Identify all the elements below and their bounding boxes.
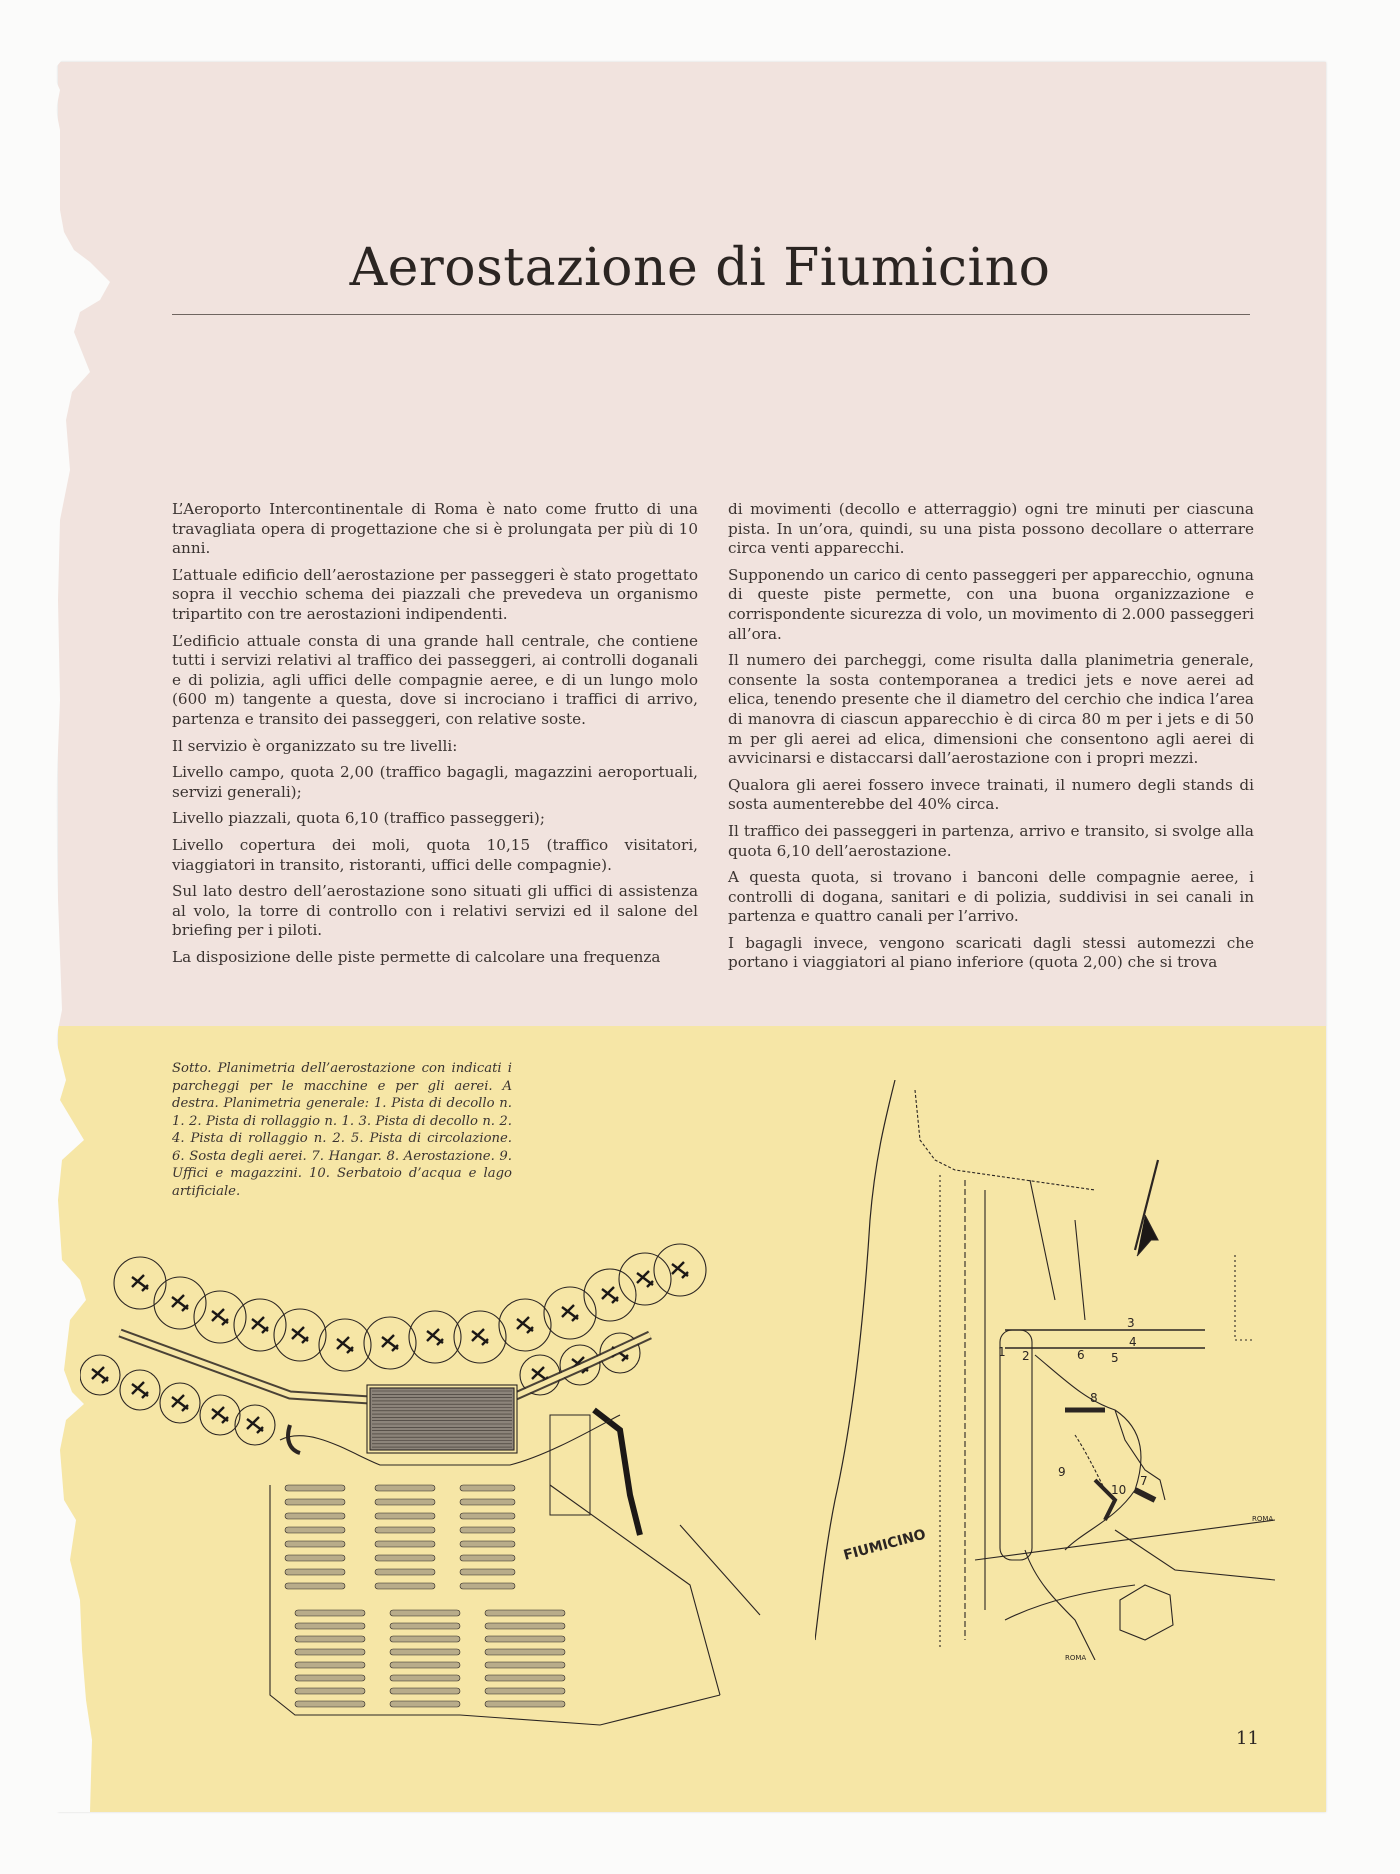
paragraph: di movimenti (decollo e atterraggio) ogni tre minuti per ciascuna pista. In un’ora, quindi, su una pista possono decollare o atterrare circa venti apparecchi. [728, 500, 1254, 558]
parking-row [485, 1623, 565, 1629]
parking-row [460, 1583, 515, 1589]
map-label-2: 2 [1022, 1349, 1030, 1363]
parking-row [460, 1513, 515, 1519]
airplane-icon [517, 1317, 533, 1333]
parking-row [485, 1662, 565, 1668]
parking-row [295, 1662, 365, 1668]
parking-row [390, 1610, 460, 1616]
airplane-icon [382, 1335, 398, 1351]
parking-row [375, 1555, 435, 1561]
parking-row [375, 1527, 435, 1533]
parking-row [285, 1499, 345, 1505]
terminal-site-plan [80, 1225, 800, 1745]
airplane-icon [672, 1262, 688, 1278]
parking-row [390, 1701, 460, 1707]
parking-row [285, 1583, 345, 1589]
airplane-icon [252, 1317, 268, 1333]
airplane-icon [427, 1329, 443, 1345]
paragraph: Livello piazzali, quota 6,10 (traffico passeggeri); [172, 809, 545, 828]
parking-row [485, 1649, 565, 1655]
general-site-map [815, 1080, 1275, 1660]
map-label-5: 5 [1111, 1351, 1119, 1365]
airplane-icon [247, 1417, 263, 1433]
airplane-icon [172, 1295, 188, 1311]
parking-row [485, 1610, 565, 1616]
paragraph: Il numero dei parcheggi, come risulta dalla planimetria generale, consente la sosta contemporanea a tredici jets e nove aerei ad elica, tenendo presente che il diametro del cerchio che indica l’area di manovra di ciascun apparecchio è di circa 80 m per i jets e di 50 m per gli aerei ad elica, dimensioni che consentono agli aerei di avvicinarsi e distaccarsi dall’aerostazione con i propri mezzi. [728, 651, 1254, 768]
parking-row [460, 1541, 515, 1547]
text-column-left [172, 500, 698, 974]
airplane-icon [472, 1329, 488, 1345]
parking-row [485, 1701, 565, 1707]
map-label-fiumicino: FIUMICINO [841, 1526, 928, 1564]
paragraph: A questa quota, si trovano i banconi delle compagnie aeree, i controlli di dogana, sanitari e di polizia, suddivisi in sei canali in partenza e quattro canali per l’arrivo. [728, 868, 1254, 926]
airplane-icon [602, 1287, 618, 1303]
airplane-icon [562, 1305, 578, 1321]
parking-row [285, 1527, 345, 1533]
map-label-4: 4 [1129, 1335, 1137, 1349]
parking-row [295, 1688, 365, 1694]
map-label-8: 8 [1090, 1391, 1098, 1405]
parking-row [285, 1569, 345, 1575]
parking-row [375, 1499, 435, 1505]
car-parking-rows [285, 1485, 565, 1707]
map-label-1: 1 [998, 1345, 1006, 1359]
map-label-3: 3 [1127, 1316, 1135, 1330]
paragraph: L’attuale edificio dell’aerostazione per passeggeri è stato progettato sopra il vecchio schema dei piazzali che prevedeva un organismo tripartito con tre aerostazioni indipendenti. [172, 565, 698, 623]
paragraph: I bagagli invece, vengono scaricati dagli stessi automezzi che portano i viaggiatori al piano inferiore (quota 2,00) che si trova [728, 933, 1254, 972]
paragraph: Il traffico dei passeggeri in partenza, arrivo e transito, si svolge alla quota 6,10 dell’aerostazione. [728, 821, 1254, 860]
paragraph: Qualora gli aerei fossero invece trainati, il numero degli stands di sosta aumenterebbe del 40% circa. [728, 775, 1254, 814]
airplane-icon [637, 1271, 653, 1287]
parking-row [295, 1636, 365, 1642]
parking-row [390, 1688, 460, 1694]
text-column-right [728, 500, 1254, 980]
parking-row [285, 1485, 345, 1491]
parking-row [295, 1623, 365, 1629]
map-label-roma-east: ROMA [1252, 1515, 1274, 1523]
parking-row [285, 1555, 345, 1561]
parking-row [460, 1555, 515, 1561]
terminal-roof-hatching [370, 1388, 514, 1450]
paragraph: L’Aeroporto Intercontinentale di Roma è nato come frutto di una travagliata opera di progettazione che si è prolungata per più di 10 anni. [172, 500, 698, 558]
parking-row [485, 1675, 565, 1681]
parking-row [390, 1623, 460, 1629]
title-rule [172, 314, 1250, 315]
parking-row [295, 1701, 365, 1707]
map-label-roma-south: ROMA [1065, 1654, 1087, 1660]
parking-row [390, 1649, 460, 1655]
parking-row [295, 1675, 365, 1681]
paragraph: La disposizione delle piste permette di calcolare una frequenza [172, 947, 661, 966]
parking-row [295, 1610, 365, 1616]
airplane-icon [212, 1407, 228, 1423]
map-label-6: 6 [1077, 1348, 1085, 1362]
paragraph: Supponendo un carico di cento passeggeri per apparecchio, ognuna di queste piste permette, con una buona organizzazione e corrispondente sicurezza di volo, un movimento di 2.000 passeggeri all’ora. [728, 565, 1254, 643]
airplane-icon [337, 1337, 353, 1353]
parking-row [460, 1569, 515, 1575]
parking-row [285, 1513, 345, 1519]
parking-row [390, 1636, 460, 1642]
paragraph: Livello copertura dei moli, quota 10,15 (traffico visitatori, viaggiatori in transito, ristoranti, uffici delle compagnie). [172, 835, 698, 874]
page-title: Aerostazione di Fiumicino [349, 238, 1051, 298]
airplane-icon [292, 1327, 308, 1343]
map-label-9: 9 [1058, 1465, 1066, 1479]
parking-row [485, 1636, 565, 1642]
parking-row [375, 1541, 435, 1547]
page-number: 11 [1236, 1728, 1259, 1749]
paragraph: L’edificio attuale consta di una grande hall centrale, che contiene tutti i servizi relativi al traffico dei passeggeri, ai controlli doganali e di polizia, agli uffici delle compagnie aeree, e di un lungo molo (600 m) tangente a questa, dove si incrociano i traffici di arrivo, partenza e transito dei passeggeri, con relative soste. [172, 631, 698, 728]
parking-row [460, 1485, 515, 1491]
airplane-icon [172, 1395, 188, 1411]
parking-row [375, 1513, 435, 1519]
parking-row [390, 1675, 460, 1681]
parking-row [375, 1583, 435, 1589]
airplane-icon [212, 1309, 228, 1325]
parking-row [295, 1649, 365, 1655]
map-label-7: 7 [1140, 1474, 1148, 1488]
parking-row [390, 1662, 460, 1668]
parking-row [375, 1485, 435, 1491]
paragraph: Livello campo, quota 2,00 (traffico bagagli, magazzini aeroportuali, servizi generali); [172, 763, 698, 801]
paragraph: Il servizio è organizzato su tre livelli: [172, 736, 458, 755]
parking-row [460, 1499, 515, 1505]
map-label-10: 10 [1111, 1483, 1127, 1497]
figure-caption: Sotto. Planimetria dell’aerostazione con indicati i parcheggi per le macchine e per gli aerei. A destra. Planimetria generale: 1. Pista di decollo n. 1. 2. Pista di rollaggio n. 1. 3. Pista di decollo n. 2. 4. Pista di rollaggio n. 2. 5. Pista di circolazione. 6. Sosta degli aerei. 7. Hangar. 8. Aerostazione. 9. Uffici e magazzini. 10. Serbatoio d’acqua e lago artificiale. [172, 1061, 512, 1199]
torn-left-edge-overlay [0, 0, 140, 1874]
parking-row [460, 1527, 515, 1533]
parking-row [375, 1569, 435, 1575]
paragraph: Sul lato destro dell’aerostazione sono situati gli uffici di assistenza al volo, la torre di controllo con i relativi servizi ed il salone del briefing per i piloti. [172, 882, 698, 940]
parking-row [485, 1688, 565, 1694]
parking-row [285, 1541, 345, 1547]
